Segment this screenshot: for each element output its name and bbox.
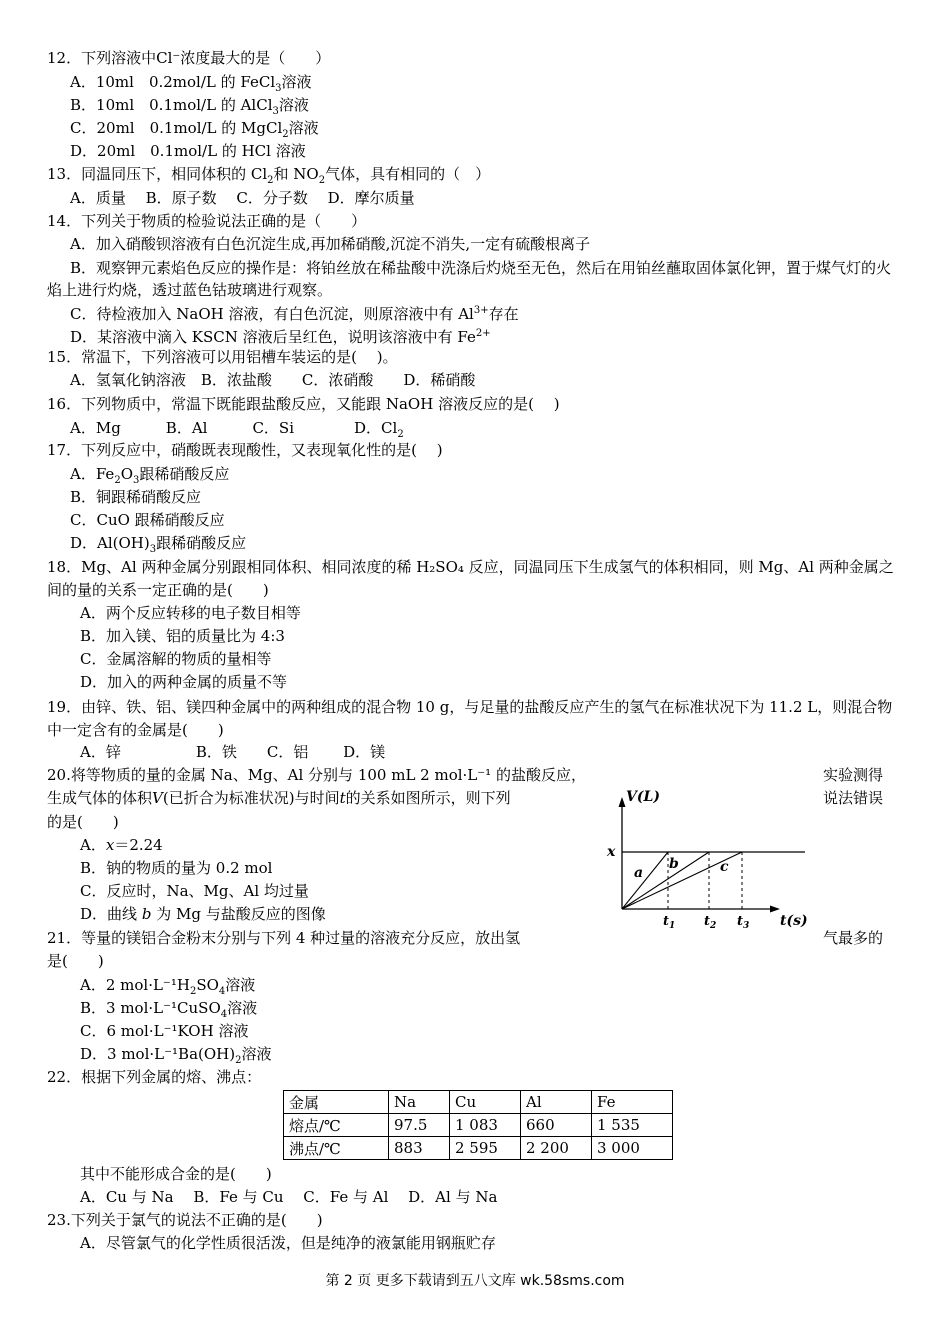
table-cell: 2 595 (450, 1137, 521, 1160)
table-cell: 660 (521, 1114, 592, 1137)
question-20-right-text-2: 说法错误 (823, 789, 884, 807)
option-b: B．铜跟稀硝酸反应 (70, 488, 202, 506)
table-header-row (284, 1091, 673, 1114)
table-cell: 883 (389, 1137, 450, 1160)
table-header-cell: 金属 (284, 1091, 389, 1114)
option-a: A．2 $mol\cdot L^{-1}H_2SO_4$溶液 (80, 976, 256, 997)
melting-boiling-table (283, 1090, 673, 1160)
volume-time-graph (600, 785, 810, 935)
question-22: 22．根据下列金属的熔、沸点： (47, 1068, 262, 1086)
question-20-line2: 生成气体的体积V(已折合为标准状况)与时间t的关系如图所示，则下列 (47, 789, 511, 807)
question-16: 16．下列物质中，常温下既能跟盐酸反应，又能跟 NaOH 溶液反应的是( ) (47, 395, 560, 413)
question-15: 15．常温下，下列溶液可以用铝槽车装运的是( )。 (47, 348, 398, 366)
t3-label: $t_3$ (737, 914, 750, 931)
option-d: D．3 $mol\cdot L^{-1}Ba(OH)_2$溶液 (80, 1045, 272, 1066)
question-22-prompt: 其中不能形成合金的是( ) (80, 1165, 272, 1183)
option-b: B．钠的物质的量为 0.2 mol (80, 859, 273, 877)
option-d: D．20ml 0.1mol/L 的 HCl 溶液 (70, 142, 306, 160)
t2-label: $t_2$ (704, 914, 717, 931)
option-b: B．观察钾元素焰色反应的操作是：将铂丝放在稀盐酸中洗涤后灼烧至无色，然后在用铂丝蘸取固体氯化钾，置于煤气灯的火焰上进行灼烧，透过蓝色钴玻璃进行观察。 (47, 259, 892, 299)
y-axis-arrow-icon (619, 797, 626, 807)
question-21-right-text: 气最多的 (823, 929, 884, 947)
table-cell: 熔点/℃ (284, 1114, 389, 1137)
table-row (284, 1114, 673, 1137)
question-12 (47, 48, 330, 68)
table-header-cell: Al (521, 1091, 592, 1114)
curve-b-label: b (669, 856, 679, 872)
table-cell: 1 535 (592, 1114, 673, 1137)
question-20-line3: 的是( ) (47, 813, 119, 831)
option-c: C．6 mol·L⁻¹KOH 溶液 (80, 1022, 249, 1040)
option-c: C．待检液加入 NaOH 溶液，有白色沉淀，则原溶液中有 $Al^{3+}$存在 (70, 305, 519, 323)
options-row: A．锌 B．铁 C．铝 D．镁 (80, 743, 386, 761)
question-21: 21．等量的镁铝合金粉末分别与下列 4 种过量的溶液充分反应，放出氢 (47, 929, 521, 947)
option-d: D．加入的两种金属的质量不等 (80, 673, 288, 691)
page-footer: 第 2 页 更多下载请到五八文库 wk.58sms.com (325, 1273, 625, 1289)
question-19: 19．由锌、铁、铝、镁四种金属中的两种组成的混合物 10 g，与足量的盐酸反应产生的氢气在标准状况下为 11.2 L，则混合物中一定含有的金属是( ) (47, 698, 893, 739)
table-cell: 97.5 (389, 1114, 450, 1137)
x-axis-label: t(s) (780, 913, 808, 929)
question-20: 20.将等物质的量的金属 Na、Mg、Al 分别与 100 mL 2 mol·L⁻¹ 的盐酸反应， (47, 766, 586, 784)
table-header-cell: Na (389, 1091, 450, 1114)
curve-c-label: c (720, 859, 729, 875)
option-b: B．10ml 0.1mol/L 的 AlCl$_3$溶液 (70, 96, 309, 117)
table-cell: 1 083 (450, 1114, 521, 1137)
option-a: A．10ml 0.2mol/L 的 FeCl$_3$溶液 (70, 73, 312, 94)
option-c: C．金属溶解的物质的量相等 (80, 650, 272, 668)
option-c: C．CuO 跟稀硝酸反应 (70, 511, 225, 529)
question-20-right-text: 实验测得 (823, 766, 884, 784)
question-18: 18．Mg、Al 两种金属分别跟相同体积、相同浓度的稀 H₂SO₄ 反应，同温同压下生成氢气的体积相同，则 Mg、Al 两种金属之间的量的关系一定正确的是( ) (47, 558, 894, 599)
question-23: 23.下列关于氯气的说法不正确的是( ) (47, 1211, 323, 1229)
question-14: 14．下列关于物质的检验说法正确的是（ ） (47, 212, 367, 230)
options-row: A．Mg B．Al C．Si D．$Cl_2$ (70, 419, 404, 440)
option-b: B．加入镁、铝的质量比为 4:3 (80, 627, 285, 645)
question-17: 17．下列反应中，硝酸既表现酸性，又表现氧化性的是( ) (47, 441, 443, 459)
table-header-cell: Fe (592, 1091, 673, 1114)
level-label: x (607, 844, 616, 860)
option-d: D．某溶液中滴入 KSCN 溶液后呈红色，说明该溶液中有 $Fe^{2+}$ (70, 328, 491, 346)
option-d: D．曲线 b 为 Mg 与盐酸反应的图像 (80, 905, 326, 923)
question-stem: 12．下列溶液中Cl⁻浓度最大的是（ ） (47, 49, 331, 67)
options-row: A．氢氧化钠溶液 B．浓盐酸 C．浓硝酸 D．稀硝酸 (70, 371, 476, 389)
question-13: 13．同温同压下，相同体积的 $Cl_2$和 $NO_2$气体，具有相同的（ ） (47, 165, 491, 186)
option-a: A．加入硝酸钡溶液有白色沉淀生成,再加稀硝酸,沉淀不消失,一定有硫酸根离子 (70, 235, 591, 253)
t1-label: $t_1$ (663, 914, 676, 931)
option-a: A．x＝2.24 (80, 836, 163, 854)
table-row (284, 1137, 673, 1160)
curve-a (622, 852, 668, 909)
y-axis-label: V(L) (626, 789, 660, 805)
table-cell: 沸点/℃ (284, 1137, 389, 1160)
x-axis-arrow-icon (770, 906, 780, 913)
table-cell: 3 000 (592, 1137, 673, 1160)
question-21-line2: 是( ) (47, 952, 104, 970)
curve-a-label: a (634, 865, 644, 881)
option-c: C．反应时，Na、Mg、Al 均过量 (80, 882, 309, 900)
table-cell: 2 200 (521, 1137, 592, 1160)
option-b: B．3 mol·L⁻¹CuSO$_4$溶液 (80, 999, 258, 1020)
option-d: D．$Al(OH)_3$跟稀硝酸反应 (70, 534, 247, 555)
option-a: A．尽管氯气的化学性质很活泼，但是纯净的液氯能用钢瓶贮存 (80, 1234, 496, 1252)
option-c: C．20ml 0.1mol/L 的 MgCl$_2$溶液 (70, 119, 319, 140)
options-row: A．质量 B．原子数 C．分子数 D．摩尔质量 (70, 189, 415, 207)
option-a: A．$Fe_2O_3$跟稀硝酸反应 (70, 465, 230, 486)
options-row: A．Cu 与 Na B．Fe 与 Cu C．Fe 与 Al D．Al 与 Na (80, 1188, 498, 1206)
option-a: A．两个反应转移的电子数目相等 (80, 604, 301, 622)
table-header-cell: Cu (450, 1091, 521, 1114)
